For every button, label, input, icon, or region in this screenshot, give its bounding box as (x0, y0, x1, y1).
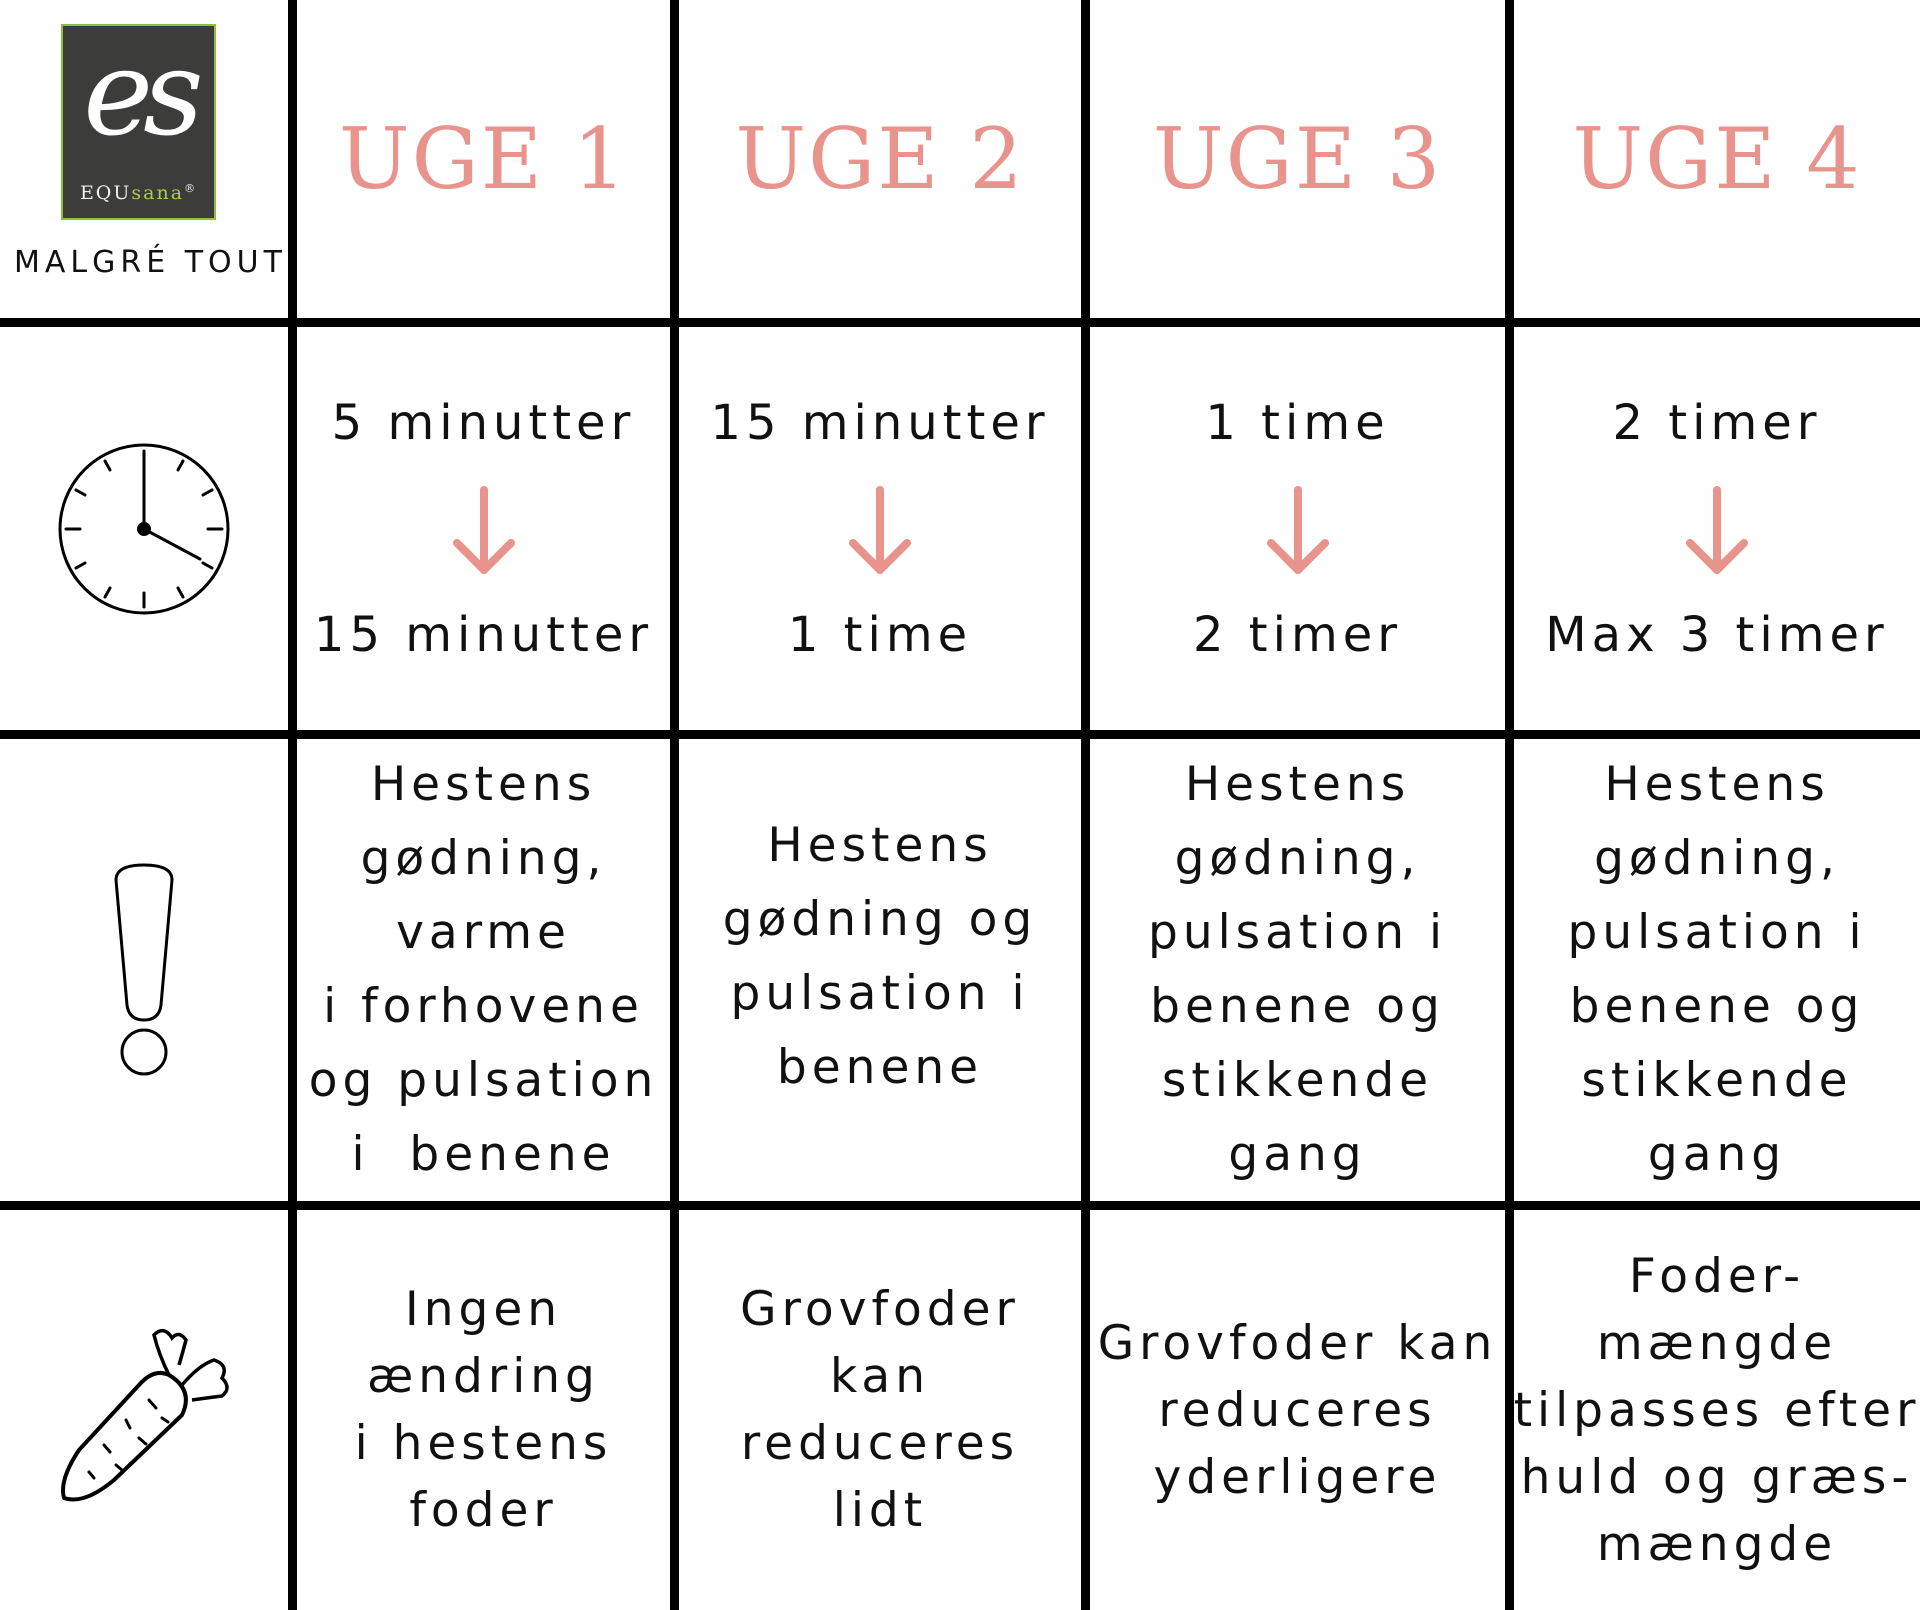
warning-line: Hestens (767, 818, 993, 873)
warning-line: stikkende (1581, 1053, 1853, 1108)
feed-line: i hestens (354, 1416, 613, 1471)
warning-cell-week-4 (1514, 739, 1920, 1201)
warning-cell-week-3 (1090, 739, 1505, 1201)
feed-line: yderligere (1153, 1449, 1442, 1505)
feed-line: huld og græs- (1520, 1449, 1914, 1505)
duration-cell-week-2 (679, 327, 1081, 730)
warning-line: Hestens (1604, 757, 1830, 812)
feed-line: foder (409, 1483, 558, 1538)
clock-icon (54, 439, 234, 619)
warning-line: benene og (1150, 979, 1445, 1034)
duration-cell-week-3 (1090, 327, 1505, 730)
duration-cell-week-1 (297, 327, 670, 730)
duration-from: 2 timer (1612, 394, 1822, 451)
carrot-icon (44, 1310, 244, 1510)
feed-line: Foder- (1628, 1248, 1806, 1304)
row-divider (0, 1201, 1920, 1210)
warning-line: benene og (1569, 979, 1865, 1034)
week-header-3: UGE 3 (1152, 110, 1443, 208)
column-divider (670, 0, 679, 1610)
duration-from: 15 minutter (710, 394, 1050, 451)
feed-line: Ingen (404, 1282, 563, 1337)
feed-line: mængde (1596, 1315, 1838, 1371)
warning-line: benene (776, 1040, 984, 1095)
feed-cell-week-2 (679, 1210, 1081, 1610)
feed-line: kan (830, 1349, 930, 1404)
duration-to: Max 3 timer (1545, 606, 1889, 663)
feed-line: ændring (367, 1349, 600, 1404)
logo-monogram: es (83, 24, 194, 162)
column-divider (1081, 0, 1090, 1610)
warning-line: pulsation i (1148, 905, 1447, 960)
feed-line: reduceres (740, 1416, 1020, 1471)
column-divider (288, 0, 297, 1610)
duration-from: 1 time (1205, 394, 1390, 451)
carrot-icon-cell (0, 1210, 288, 1610)
week-header-1: UGE 1 (338, 110, 629, 208)
warning-line: Hestens (370, 757, 597, 812)
arrow-down-icon (1263, 485, 1333, 577)
clock-icon-cell (0, 327, 288, 730)
feed-cell-week-1 (297, 1210, 670, 1610)
duration-to: 15 minutter (313, 606, 654, 663)
duration-to: 2 timer (1193, 606, 1402, 663)
duration-to: 1 time (787, 606, 973, 663)
row-divider (0, 318, 1920, 327)
week-header-4: UGE 4 (1572, 110, 1862, 208)
arrow-down-icon (449, 485, 519, 577)
warning-line: gang (1647, 1127, 1787, 1182)
arrow-down-icon (845, 485, 915, 577)
warning-line: gødning og (722, 892, 1038, 947)
exclamation-icon (99, 855, 189, 1085)
logo-brand-name: EQUsana® (79, 182, 198, 204)
warning-line: pulsation i (730, 966, 1030, 1021)
warning-line: varme (396, 905, 571, 960)
duration-cell-week-4 (1514, 327, 1920, 730)
warning-line: stikkende (1161, 1053, 1434, 1108)
feed-line: reduceres (1158, 1382, 1437, 1438)
warning-line: gang (1228, 1127, 1367, 1182)
warning-line: gødning, (360, 831, 607, 886)
warning-cell-week-1 (297, 739, 670, 1201)
week-header-2: UGE 2 (735, 110, 1025, 208)
feed-line: tilpasses efter (1513, 1382, 1920, 1438)
row-divider (0, 730, 1920, 739)
equsana-logo (61, 24, 216, 220)
feed-line: mængde (1596, 1516, 1838, 1572)
feed-line: Grovfoder kan (1097, 1315, 1498, 1371)
warning-line: pulsation i (1567, 905, 1867, 960)
arrow-down-icon (1682, 485, 1752, 577)
warning-line: Hestens (1184, 757, 1411, 812)
warning-line: i benene (351, 1127, 616, 1182)
warning-line: gødning, (1174, 831, 1421, 886)
warning-cell-week-2 (679, 739, 1081, 1201)
feed-line: Grovfoder (740, 1282, 1020, 1337)
warning-line: gødning, (1594, 831, 1840, 886)
feed-cell-week-4 (1514, 1210, 1920, 1610)
warning-line: og pulsation (308, 1053, 659, 1108)
column-divider (1505, 0, 1514, 1610)
logo-tagline: MALGRÉ TOUT (14, 245, 287, 280)
warning-line: i forhovene (323, 979, 644, 1034)
feed-cell-week-3 (1090, 1210, 1505, 1610)
duration-from: 5 minutter (331, 394, 636, 451)
exclamation-icon-cell (0, 739, 288, 1201)
feed-line: lidt (832, 1483, 928, 1538)
